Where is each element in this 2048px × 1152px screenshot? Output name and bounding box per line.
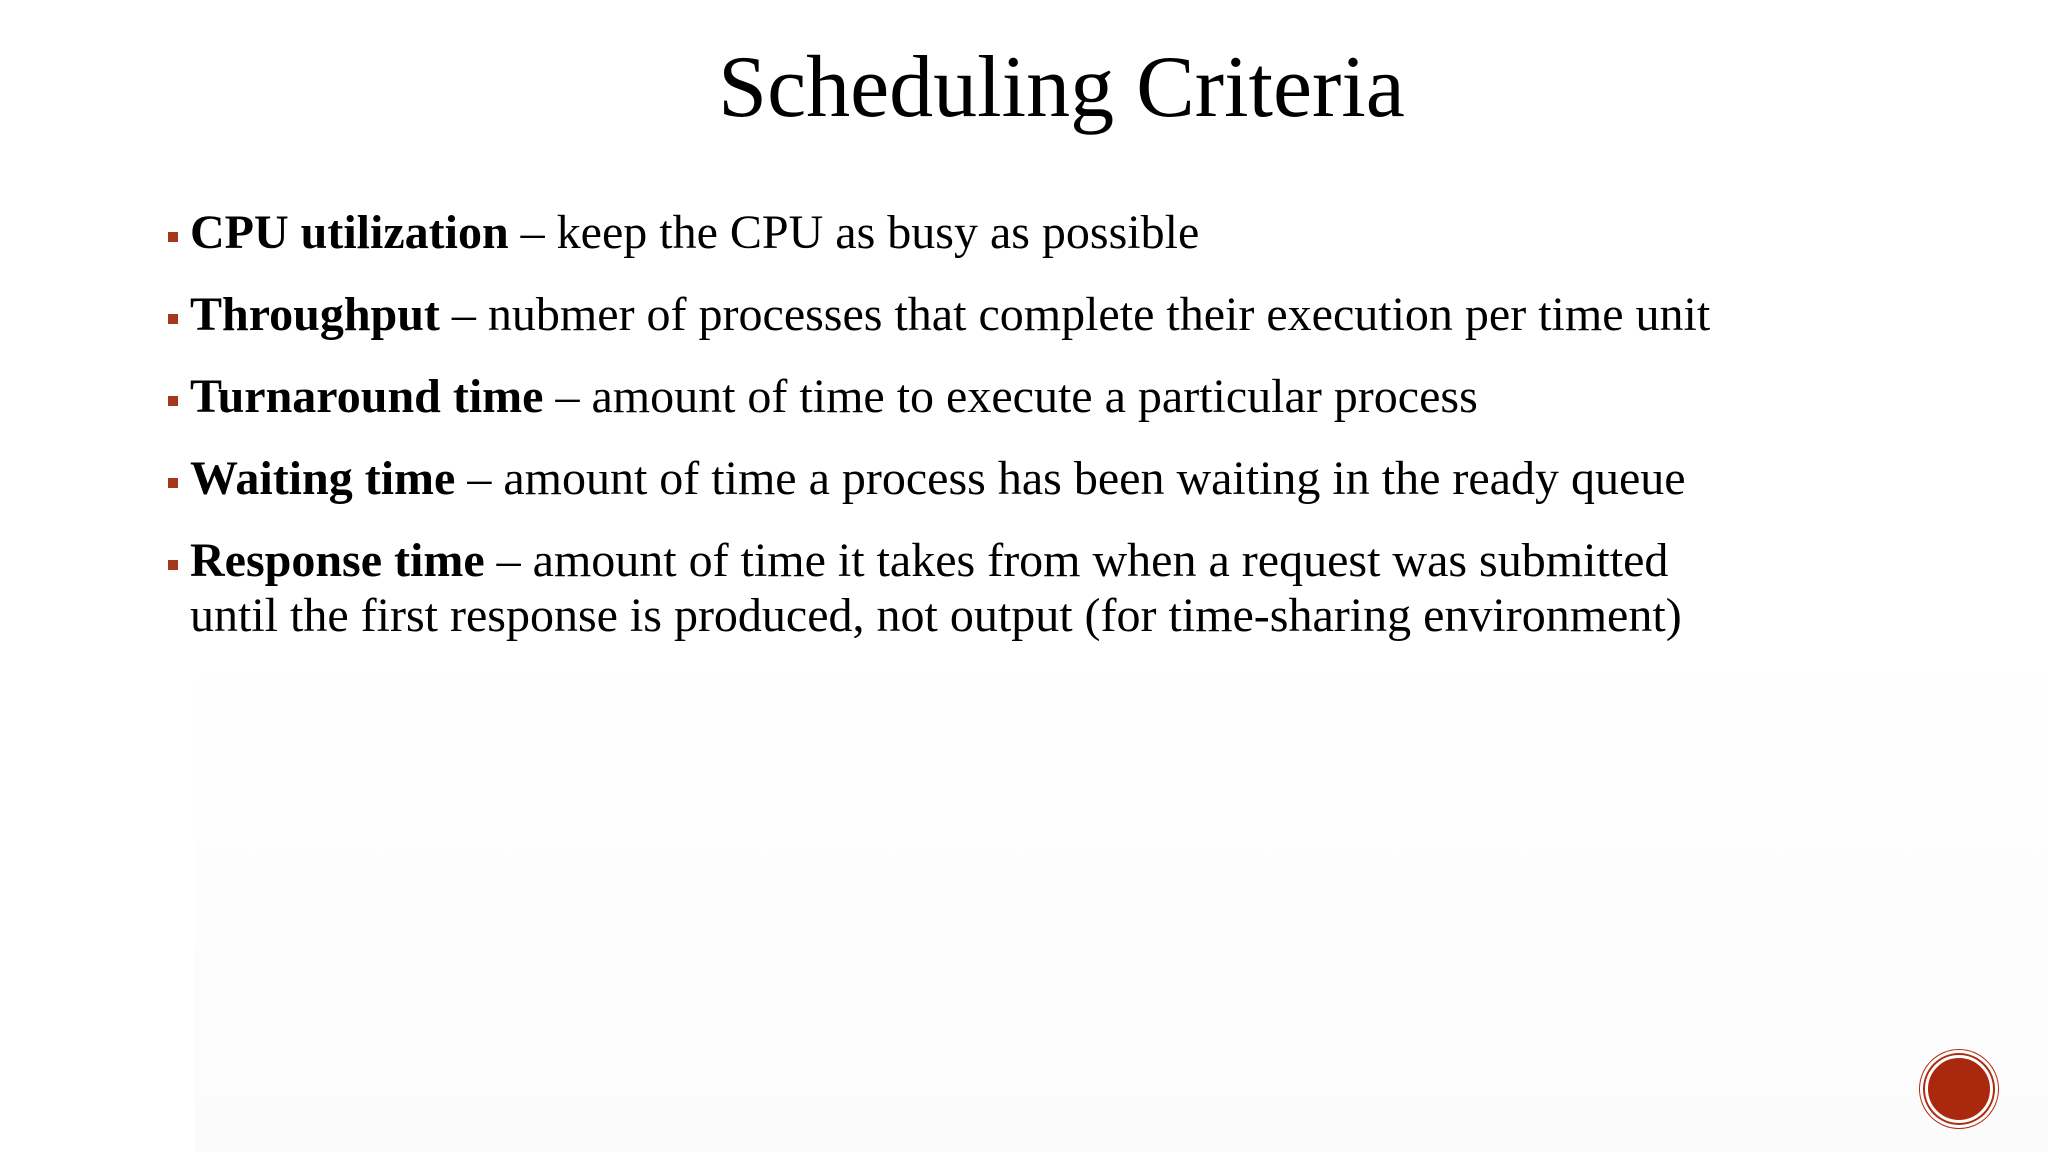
square-bullet-icon [168,560,178,570]
bullet-line [190,451,2005,506]
badge-inner-ring [1925,1055,1993,1123]
bullet-term: Turnaround time [190,370,544,423]
bullet-text: – amount of time it takes from when a request was submitted [484,534,1669,587]
slide-badge-icon [1920,1050,1998,1128]
square-bullet-icon [168,396,178,406]
square-bullet-icon [168,314,178,324]
bullet-term: Throughput [190,288,440,341]
bullet-cpu-utilization [165,205,2005,260]
bullet-text: – amount of time a process has been waiting in the ready queue [455,452,1686,505]
bullet-term: Response time [190,534,485,587]
bullet-text: – keep the CPU as busy as possible [508,206,1200,259]
background-shade [195,640,2048,1152]
bullet-term: Waiting time [190,452,456,505]
bullet-list [165,205,2005,670]
bullet-line [190,369,2005,424]
bullet-response-time [165,533,2005,643]
square-bullet-icon [168,232,178,242]
bullet-continuation: until the first response is produced, not output (for time-sharing environment) [190,589,1682,642]
square-bullet-icon [168,478,178,488]
slide-title: Scheduling Criteria [718,39,1405,136]
bullet-line [190,533,2005,588]
bullet-text: – nubmer of processes that complete their execution per time unit [439,288,1711,341]
bullet-throughput [165,287,2005,342]
bullet-text: – amount of time to execute a particular process [543,370,1478,423]
bullet-line [190,205,2005,260]
bullet-term: CPU utilization [190,206,509,259]
bullet-line [190,287,2005,342]
bullet-turnaround-time [165,369,2005,424]
bullet-waiting-time [165,451,2005,506]
